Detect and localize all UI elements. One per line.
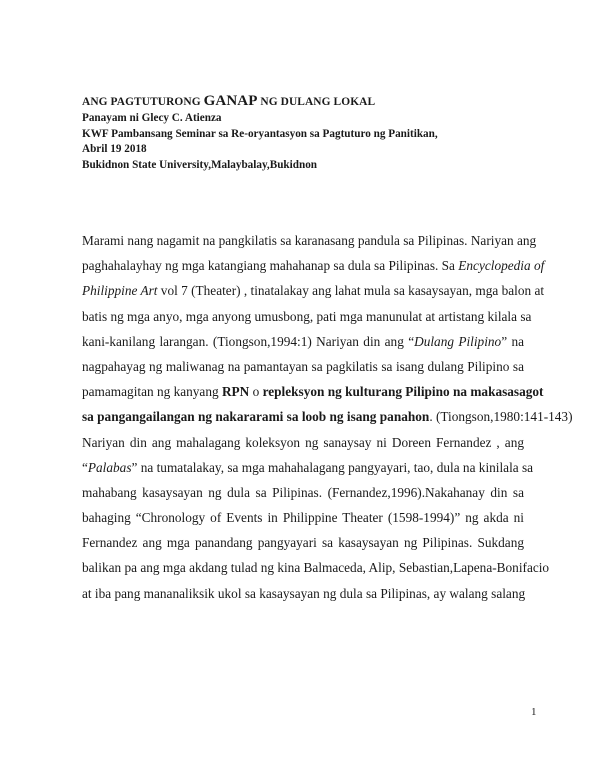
text-run: o — [249, 384, 263, 400]
text-run: paghahalayhay ng mga katangiang mahahanap sa dula sa Pilipinas. Sa — [82, 258, 459, 274]
text-run: pamamagitan ng kanyang — [82, 384, 222, 400]
text-run: nagpahayag ng maliwanag na pamantayan sa pagkilatis sa isang dulang Pilipino sa — [82, 358, 524, 374]
paragraph-line — [82, 228, 537, 253]
title-suffix: NG DULANG LOKAL — [257, 96, 376, 108]
book-title: Palabas — [87, 459, 132, 475]
paragraph-line — [82, 530, 524, 555]
paragraph-line — [82, 304, 532, 329]
paragraph-line — [82, 278, 545, 303]
text-run: Nariyan din ang mahalagang koleksyon ng sanaysay ni Doreen Fernandez , ang — [82, 434, 524, 450]
text-run: ” na — [501, 333, 525, 349]
event-line: KWF Pambansang Seminar sa Re-oryantasyon sa Pagtuturo ng Panitikan, — [82, 127, 438, 140]
document-title — [82, 93, 438, 111]
title-emphasis: GANAP — [203, 93, 258, 109]
book-title: Dulang Pilipino — [414, 333, 502, 349]
venue-line: Bukidnon State University,Malaybalay,Bukidnon — [82, 158, 318, 171]
text-run: “ — [82, 459, 88, 475]
paragraph-line — [82, 404, 573, 429]
paragraph-line — [82, 430, 524, 455]
page-number: 1 — [531, 706, 537, 718]
author-line: Panayam ni Glecy C. Atienza — [82, 112, 222, 124]
paragraph-line — [82, 379, 544, 404]
paragraph-line — [82, 480, 524, 505]
paragraph-line — [82, 555, 550, 580]
text-run: . (Tiongson,1980:141-143) — [429, 409, 573, 425]
text-run: at iba pang mananaliksik ukol sa kasaysayan ng dula sa Pilipinas, ay walang salang — [82, 585, 526, 601]
paragraph-line — [82, 505, 524, 530]
date-line: Abril 19 2018 — [82, 143, 147, 156]
text-run: vol 7 (Theater) , tinatalakay ang lahat mula sa kasaysayan, mga balon at — [157, 283, 545, 299]
title-prefix: ANG PAGTUTURONG — [82, 96, 204, 108]
paragraph-line — [82, 329, 524, 354]
text-run: bahaging “Chronology of Events in Philippine Theater (1598-1994)” ng akda ni — [82, 510, 524, 526]
text-run: balikan pa ang mga akdang tulad ng kina Balmaceda, Alip, Sebastian,Lapena-Bonifacio — [82, 560, 550, 576]
document-header — [82, 93, 438, 173]
text-run: Marami nang nagamit na pangkilatis sa karanasang pandula sa Pilipinas. Nariyan ang — [82, 233, 537, 248]
text-run: Fernandez ang mga panandang pangyayari sa kasaysayan ng Pilipinas. Sukdang — [82, 535, 524, 551]
text-run: batis ng mga anyo, mga anyong umusbong, pati mga manunulat at artistang kilala sa — [82, 308, 532, 324]
book-title: Philippine Art — [82, 283, 158, 299]
text-run: kani-kanilang larangan. (Tiongson,1994:1) Nariyan din ang “ — [82, 333, 415, 349]
paragraph-line — [82, 581, 524, 606]
text-run: ” na tumatalakay, sa mga mahahalagang pangyayari, tao, dula na kinilala sa — [131, 459, 534, 475]
bold-definition: repleksyon ng kulturang Pilipino na makasasagot — [262, 384, 544, 400]
paragraph-line — [82, 354, 524, 379]
body-paragraph — [82, 228, 573, 606]
bold-definition: sa pangangailangan ng nakararami sa loob ng isang panahon — [82, 409, 430, 425]
book-title: Encyclopedia of — [458, 258, 545, 274]
paragraph-line — [82, 253, 545, 278]
bold-term: RPN — [221, 384, 250, 400]
text-run: mahabang kasaysayan ng dula sa Pilipinas. (Fernandez,1996).Nakahanay din sa — [82, 484, 524, 500]
paragraph-line — [82, 455, 534, 480]
